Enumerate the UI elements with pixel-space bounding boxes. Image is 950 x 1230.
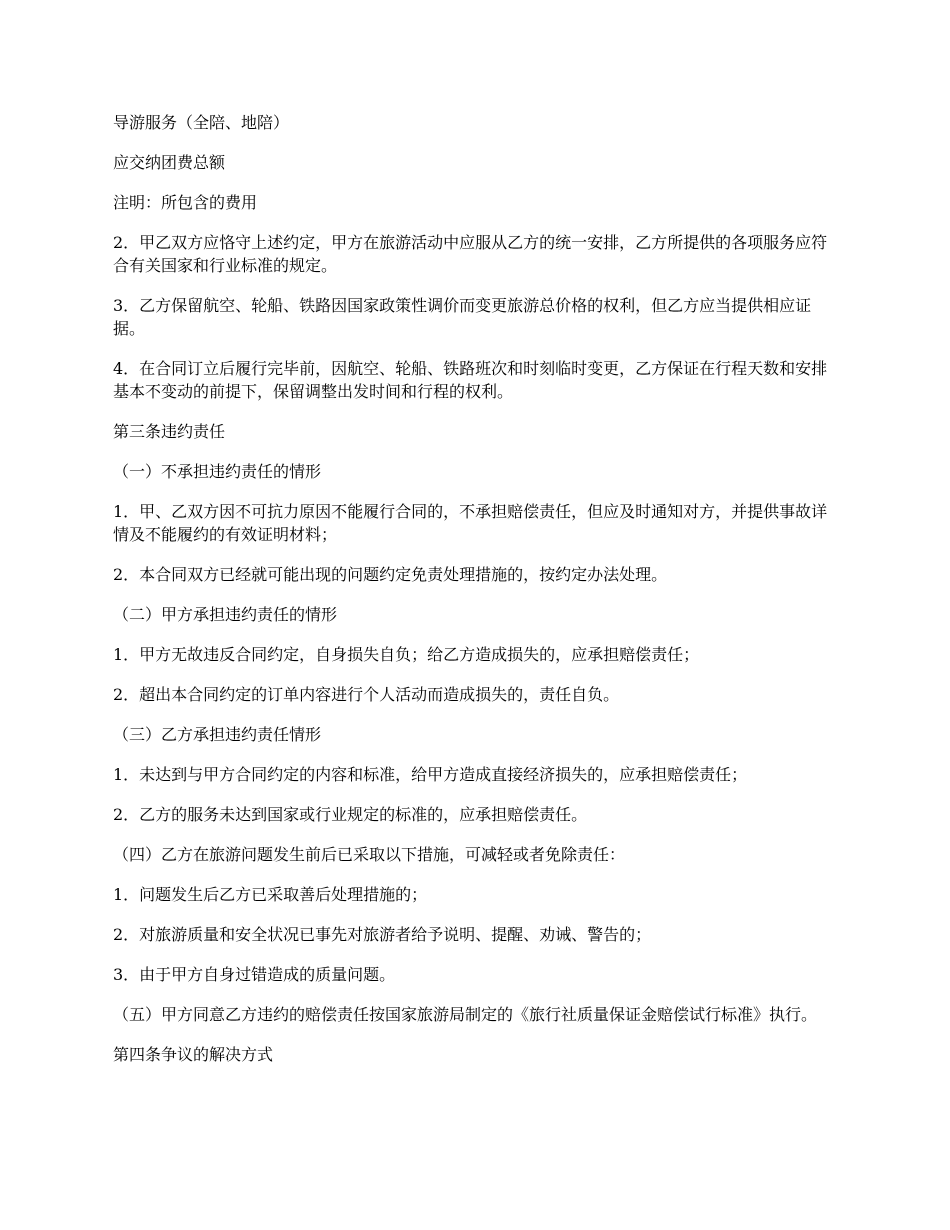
- subheading-1: （一）不承担违约责任的情形: [113, 462, 322, 481]
- list-item: 1．甲方无故违反合同约定，自身损失自负；给乙方造成损失的，应承担赔偿责任；: [113, 645, 700, 664]
- section-heading-article-4: 第四条争议的解决方式: [113, 1045, 274, 1064]
- list-item: 2．对旅游质量和安全状况已事先对旅游者给予说明、提醒、劝诫、警告的；: [113, 925, 652, 944]
- subheading-4: （四）乙方在旅游问题发生前后已采取以下措施，可减轻或者免除责任：: [113, 845, 626, 864]
- paragraph-clause-2: 2．甲乙双方应恪守上述约定，甲方在旅游活动中应服从乙方的统一安排，乙方所提供的各项服务应符合有关国家和行业标准的规定。: [113, 233, 828, 275]
- paragraph-fee-note: 注明：所包含的费用: [113, 193, 258, 212]
- list-item: 1．问题发生后乙方已采取善后处理措施的；: [113, 885, 428, 904]
- paragraph-clause-3: 3．乙方保留航空、轮船、铁路因国家政策性调价而变更旅游总价格的权利，但乙方应当提供相应证据。: [113, 296, 812, 338]
- paragraph-clause-4: 4．在合同订立后履行完毕前，因航空、轮船、铁路班次和时刻临时变更，乙方保证在行程天数和安排基本不变动的前提下，保留调整出发时间和行程的权利。: [113, 359, 828, 401]
- list-item: 2．本合同双方已经就可能出现的问题约定免责处理措施的，按约定办法处理。: [113, 565, 668, 584]
- document-body: [113, 111, 840, 1083]
- subheading-5: （五）甲方同意乙方违约的赔偿责任按国家旅游局制定的《旅行社质量保证金赔偿试行标准》执行。: [113, 1005, 818, 1024]
- list-item: 1．未达到与甲方合同约定的内容和标准，给甲方造成直接经济损失的，应承担赔偿责任；: [113, 765, 748, 784]
- list-item: 3．由于甲方自身过错造成的质量问题。: [113, 965, 396, 984]
- paragraph-total-fee: 应交纳团费总额: [113, 153, 226, 172]
- list-item: 2．乙方的服务未达到国家或行业规定的标准的，应承担赔偿责任。: [113, 805, 588, 824]
- section-heading-article-3: 第三条违约责任: [113, 422, 226, 441]
- subheading-2: （二）甲方承担违约责任的情形: [113, 605, 338, 624]
- list-item: 1．甲、乙双方因不可抗力原因不能履行合同的，不承担赔偿责任，但应及时通知对方，并提供事故详情及不能履约的有效证明材料；: [113, 502, 828, 544]
- paragraph-guide-service: 导游服务（全陪、地陪）: [113, 113, 290, 132]
- subheading-3: （三）乙方承担违约责任情形: [113, 725, 322, 744]
- list-item: 2．超出本合同约定的订单内容进行个人活动而造成损失的，责任自负。: [113, 685, 620, 704]
